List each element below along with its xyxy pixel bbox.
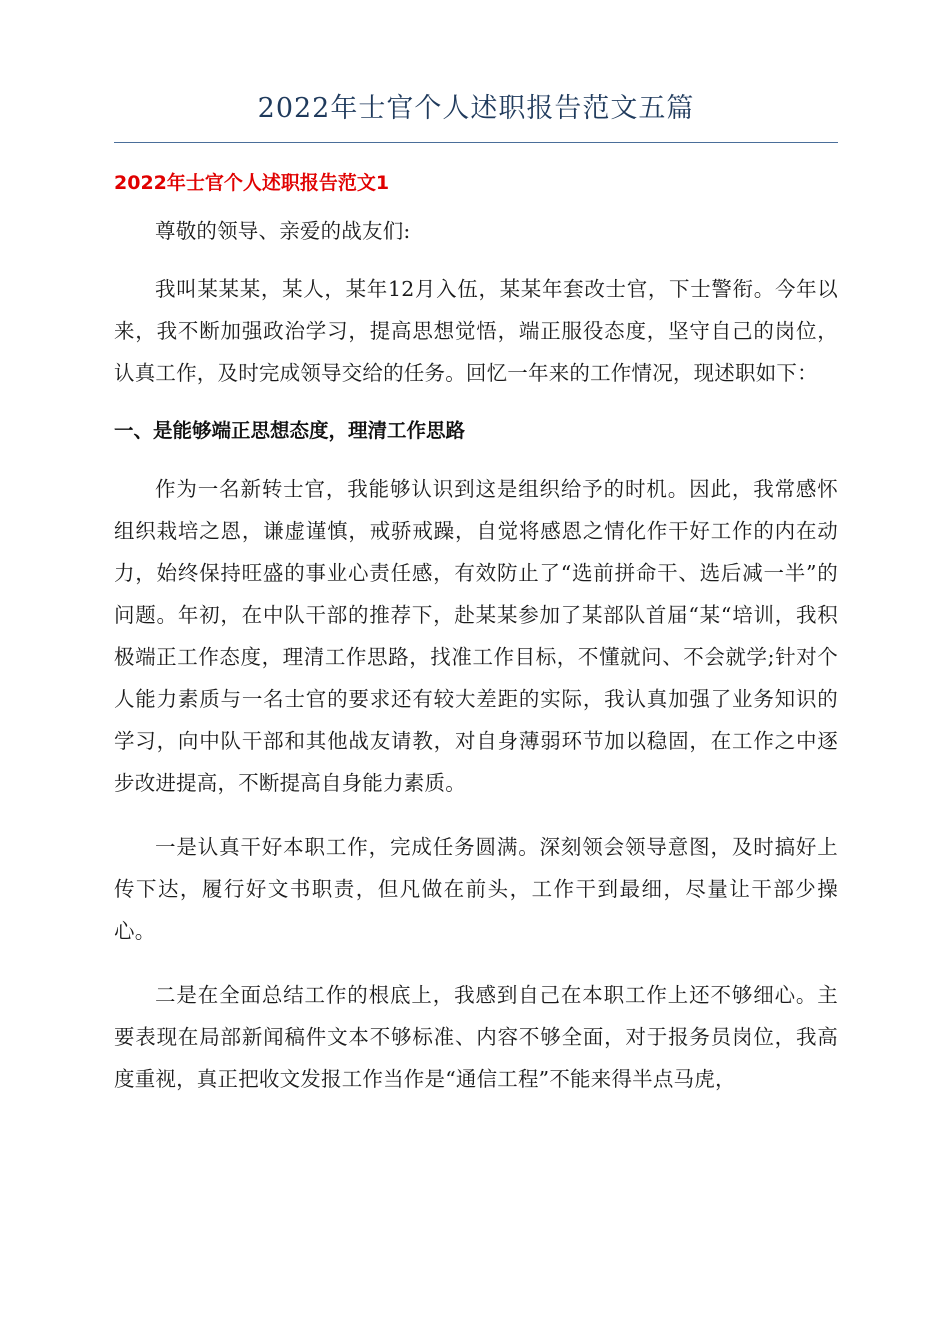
greeting-paragraph: 尊敬的领导、亲爱的战友们: — [155, 219, 411, 243]
spacer — [114, 452, 838, 468]
spacer — [114, 952, 838, 974]
spacer — [114, 252, 838, 268]
body-paragraph-2: 一是认真干好本职工作，完成任务圆满。深刻领会领导意图，及时搞好上传下达，履行好文书职责，但凡做在前头，工作干到最细，尽量让干部少操心。 — [114, 835, 838, 943]
heading-1: 一、是能够端正思想态度，理清工作思路 — [114, 419, 466, 442]
section-title: 2022年士官个人述职报告范文1 — [114, 172, 390, 194]
body-paragraph-3: 二是在全面总结工作的根底上，我感到自己在本职工作上还不够细心。主要表现在局部新闻稿件文本不够标准、内容不够全面，对于报务员岗位，我高度重视，真正把收文发报工作当作是“通信工程”不能来得半点马虎， — [114, 983, 838, 1091]
intro-paragraph: 我叫某某某，某人，某年12月入伍，某某年套改士官，下士警衔。今年以来，我不断加强政治学习，提高思想觉悟，端正服役态度，坚守自己的岗位，认真工作，及时完成领导交给的任务。回忆一年来的工作情况，现述职如下： — [114, 277, 838, 385]
spacer — [114, 394, 838, 410]
document-title: 2022年士官个人述职报告范文五篇 — [257, 93, 695, 124]
body-paragraph-1: 作为一名新转士官，我能够认识到这是组织给予的时机。因此，我常感怀组织栽培之恩，谦虚谨慎，戒骄戒躁，自觉将感恩之情化作干好工作的内在动力，始终保持旺盛的事业心责任感，有效防止了“选前拼命干、选后减一半”的问题。年初，在中队干部的推荐下，赴某某参加了某部队首届“某“培训，我积极端正工作态度，理清工作思路，找准工作目标，不懂就问、不会就学;针对个人能力素质与一名士官的要求还有较大差距的实际，我认真加强了业务知识的学习，向中队干部和其他战友请教，对自身薄弱环节加以稳固，在工作之中逐步改进提高，不断提高自身能力素质。 — [114, 477, 838, 795]
spacer — [114, 804, 838, 826]
document-body — [114, 210, 838, 1100]
title-divider — [114, 142, 838, 143]
